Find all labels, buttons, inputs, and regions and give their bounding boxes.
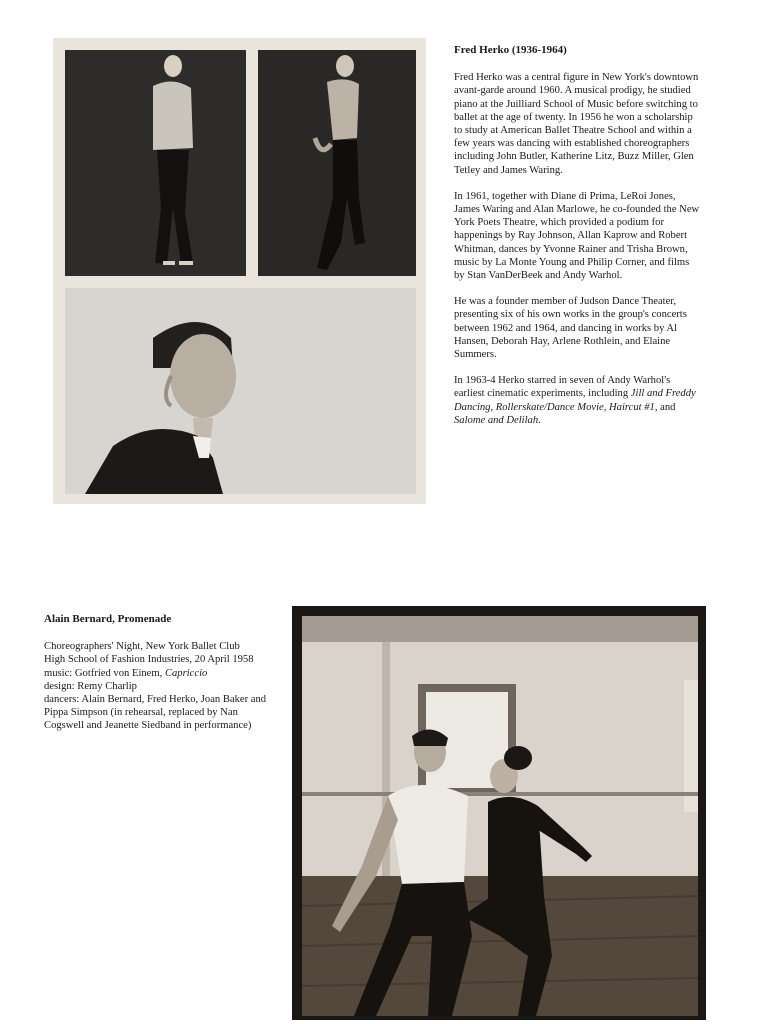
herko-p4-text-c: . bbox=[538, 414, 541, 426]
rehearsal-photo bbox=[292, 606, 706, 1020]
bernard-dancers: dancers: Alain Bernard, Fred Herko, Joan Baker and Pippa Simpson (in rehearsal, replaced by Nan Cogswell and Jeanette Siedband in performance) bbox=[44, 694, 267, 732]
herko-bio bbox=[454, 44, 702, 440]
bernard-music bbox=[44, 667, 280, 680]
herko-photo-portrait bbox=[65, 288, 416, 494]
herko-paragraph-1: Fred Herko was a central figure in New York's downtown avant-garde around 1960. A musical prodigy, he studied piano at the Juilliard School of Music before switching to ballet at the age of twenty. In 1956 he won a scholarship to study at American Ballet Theatre School and within a few years was dancing with established choreographers including John Butler, Katherine Litz, Buzz Miller, Glen Tetley and James Waring. bbox=[454, 72, 699, 176]
bernard-design: design: Remy Charlip bbox=[44, 680, 137, 692]
herko-p4-text-a: In 1963-4 Herko starred in seven of Andy Warhol's earliest cinematic experiments, including bbox=[454, 375, 671, 400]
bernard-music-work: Capriccio bbox=[164, 667, 208, 679]
bernard-caption bbox=[44, 613, 280, 733]
herko-paragraph-2: In 1961, together with Diane di Prima, LeRoi Jones, James Waring and Alan Marlowe, he co-founded the New York Poets Theatre, which provided a podium for happenings by Ray Johnson, Allan Kaprow and Robert Whitman, dances by Yvonne Rainer and Trisha Brown, music by La Monte Young and Philip Corner, and films by Stan VanDerBeek and Andy Warhol. bbox=[454, 190, 700, 282]
bernard-title: Alain Bernard, Promenade bbox=[44, 613, 172, 625]
herko-p4-text-b: , and bbox=[654, 401, 676, 413]
herko-title: Fred Herko (1936-1964) bbox=[454, 44, 567, 56]
herko-p4-films: Jill and Freddy Dancing, Rollerskate/Dance Movie, Haircut #1 bbox=[454, 388, 696, 413]
bernard-event: Choreographers' Night, New York Ballet Club bbox=[44, 641, 240, 653]
herko-paragraph-4 bbox=[454, 374, 702, 427]
herko-photo-collage bbox=[53, 38, 426, 504]
herko-paragraph-3: He was a founder member of Judson Dance Theater, presenting six of his own works in the group's concerts between 1962 and 1964, and dancing in works by Al Hansen, Deborah Hay, Arlene Rothlein, and Elaine Summers. bbox=[454, 296, 687, 361]
herko-photo-sweater bbox=[65, 50, 246, 276]
bernard-music-label: music: Gotfried von Einem, bbox=[44, 667, 165, 679]
herko-photo-shirtless bbox=[258, 50, 416, 276]
bernard-venue-date: High School of Fashion Industries, 20 April 1958 bbox=[44, 654, 254, 666]
herko-p4-film-salome: Salome and Delilah bbox=[454, 414, 539, 426]
